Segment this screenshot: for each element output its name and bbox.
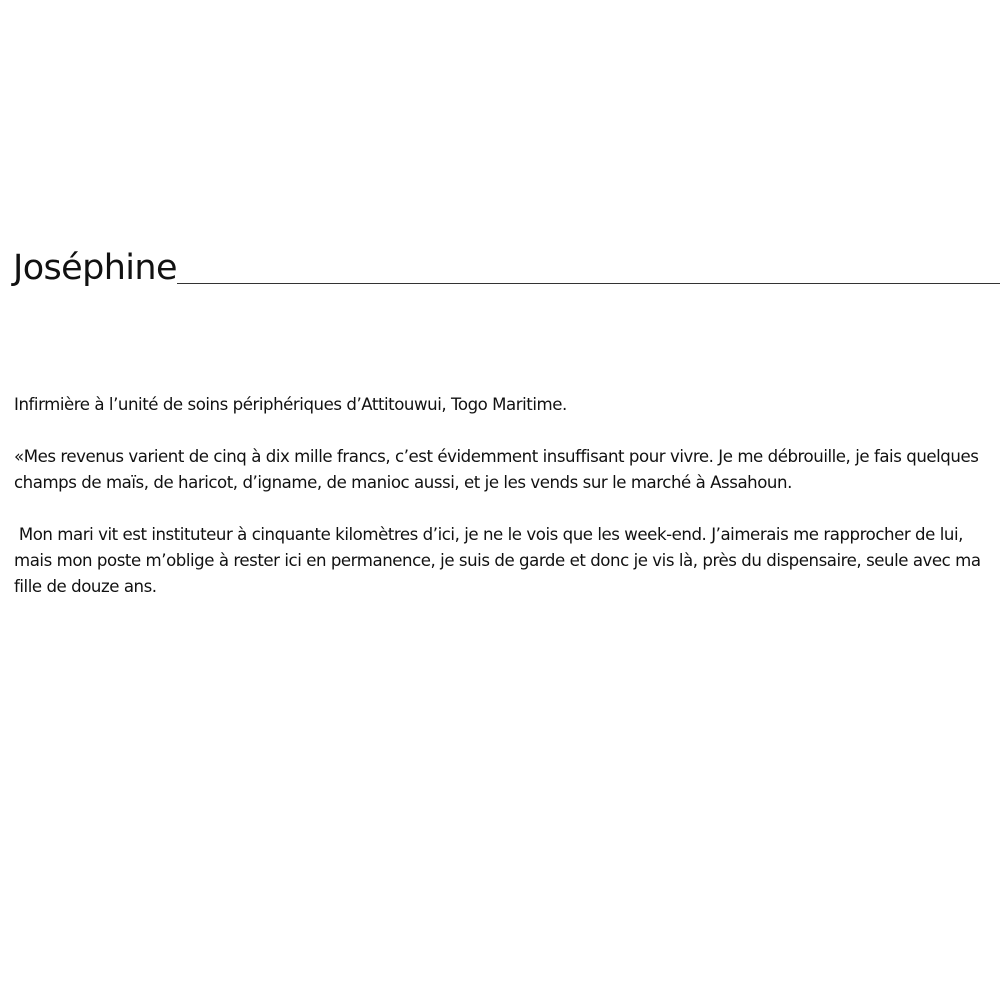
body-text xyxy=(14,392,989,626)
title-row xyxy=(13,246,1000,290)
subtitle-paragraph: Infirmière à l’unité de soins périphériques d’Attitouwui, Togo Maritime. xyxy=(14,395,567,414)
quote-paragraph-1: «Mes revenus varient de cinq à dix mille francs, c’est évidemment insuffisant pour vivre. Je me débrouille, je fais quelques champs de maïs, de haricot, d’igname, de manioc aussi, et je les vends sur le marché à Assahoun. xyxy=(14,447,979,492)
title-underline-rule xyxy=(177,283,1000,284)
page-title: Joséphine xyxy=(13,248,177,288)
quote-paragraph-2: Mon mari vit est instituteur à cinquante kilomètres d’ici, je ne le vois que les week-end. J’aimerais me rapprocher de lui, mais mon poste m’oblige à rester ici en permanence, je suis de garde et donc je vis là, près du dispensaire, seule avec ma fille de douze ans. xyxy=(14,525,986,596)
